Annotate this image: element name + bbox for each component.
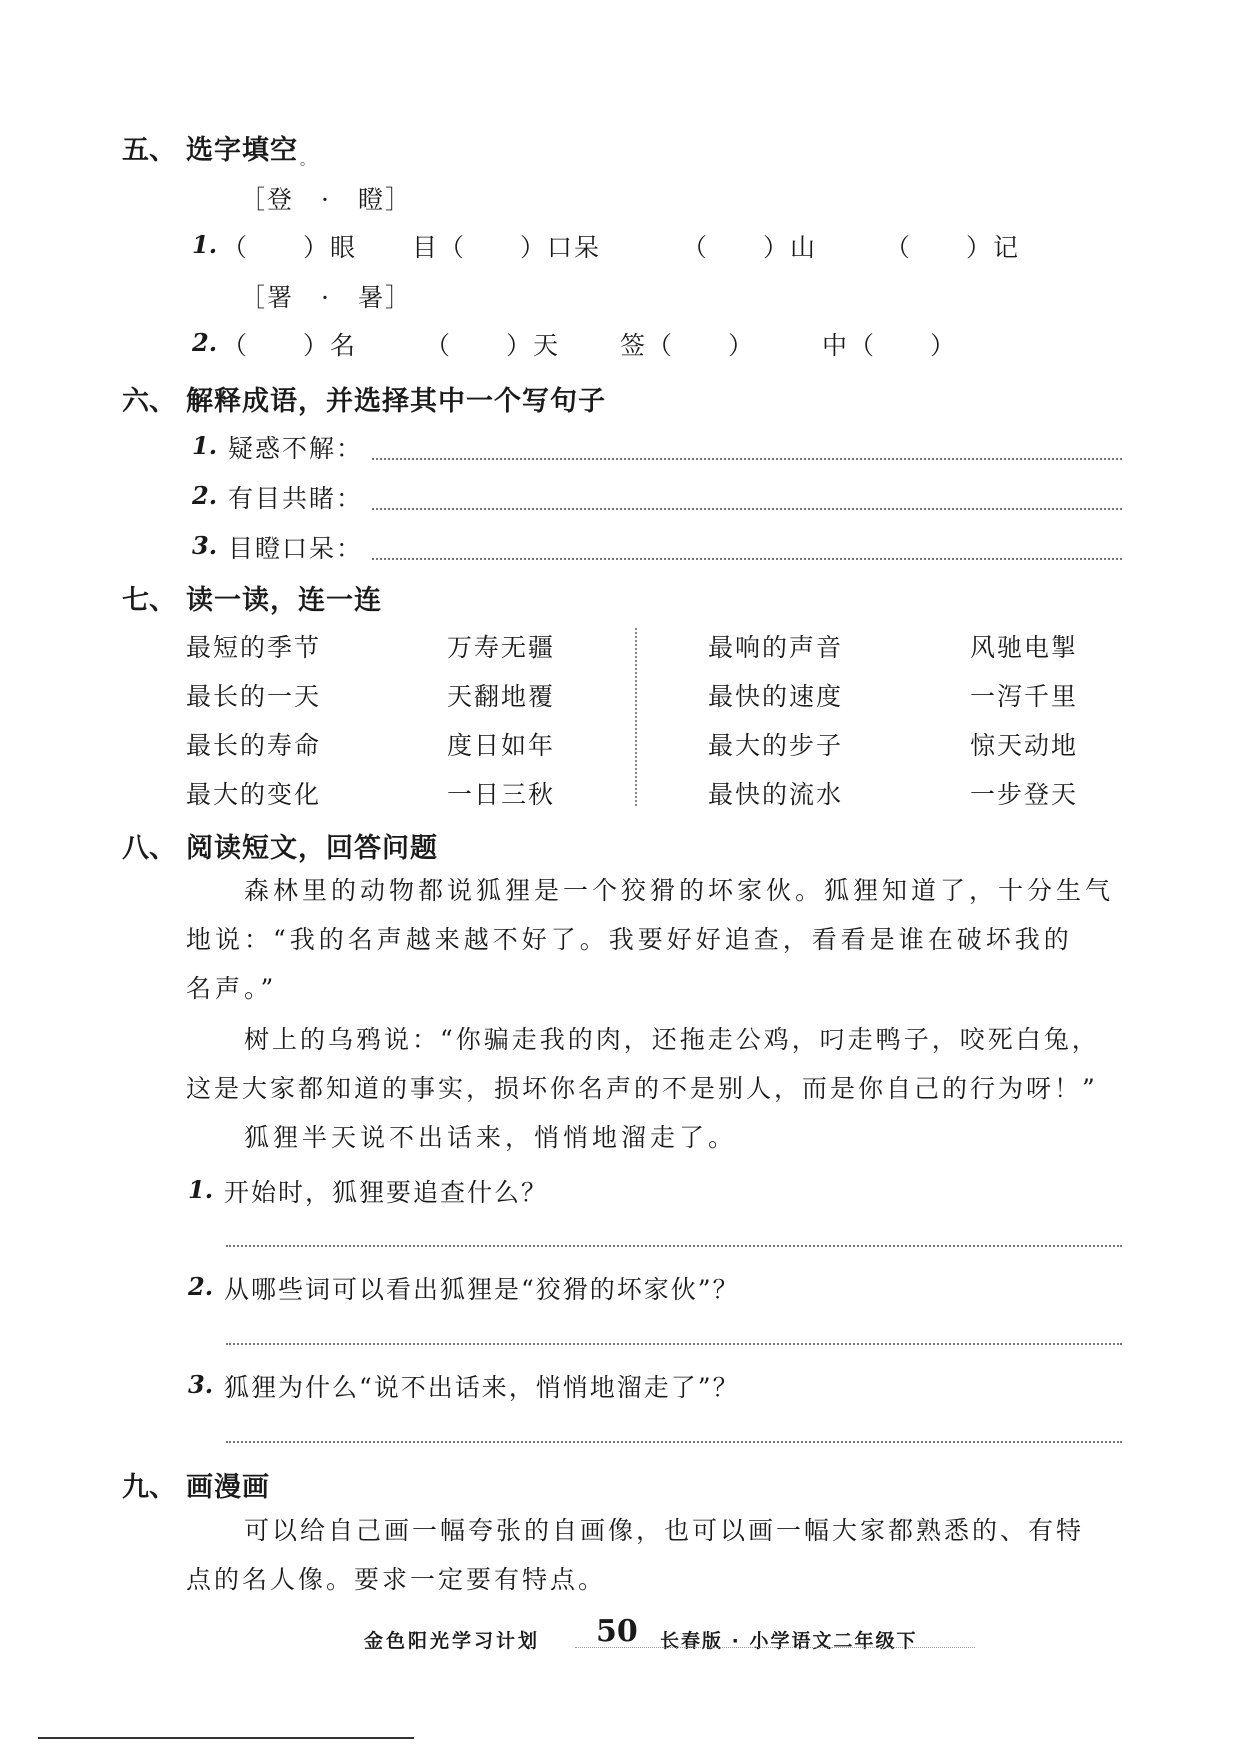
- section6-title: 解释成语，并选择其中一个写句子: [186, 386, 606, 417]
- answer-line[interactable]: [372, 458, 1122, 460]
- match-right-item: 一泻千里: [970, 682, 1079, 711]
- match-right-item: 风驰电掣: [970, 633, 1079, 662]
- match-right-item: 万寿无疆: [447, 633, 556, 662]
- section5-title: 选字填空: [186, 135, 298, 166]
- q8-2-text: 从哪些词可以看出狐狸是“狡猾的坏家伙”？: [224, 1275, 740, 1304]
- q8-2-number: 2.: [188, 1272, 214, 1301]
- match-left-item: 最长的一天: [186, 682, 322, 711]
- instruction-line: 可以给自己画一幅夸张的自画像，也可以画一幅大家都熟悉的、有特: [244, 1516, 1085, 1545]
- section7-title: 读一读，连一连: [186, 585, 382, 616]
- q5-1-item: （ ）记: [885, 233, 1021, 262]
- column-divider: [635, 628, 637, 806]
- q5-1-item: 目（ ）口呆: [412, 233, 602, 262]
- footer-series-title: 金色阳光学习计划: [364, 1630, 541, 1652]
- q5-2-item: 中（ ）: [822, 331, 958, 360]
- q8-3-text: 狐狸为什么“说不出话来，悄悄地溜走了”？: [224, 1373, 740, 1402]
- q6-2-number: 2.: [192, 481, 218, 510]
- passage-line: 名声。”: [186, 974, 278, 1003]
- match-right-item: 天翻地覆: [447, 682, 556, 711]
- q5-1-item: （ ）眼: [222, 233, 358, 262]
- match-right-item: 度日如年: [447, 731, 556, 760]
- answer-line[interactable]: [226, 1343, 1122, 1345]
- q6-3-number: 3.: [192, 531, 218, 560]
- section7-number: 七、: [122, 585, 176, 616]
- page-number: 50: [596, 1614, 638, 1649]
- q8-1-text: 开始时，狐狸要追查什么？: [224, 1178, 549, 1207]
- q5-2-item: （ ）名: [222, 331, 358, 360]
- q8-3-number: 3.: [188, 1370, 214, 1399]
- answer-line[interactable]: [372, 558, 1122, 560]
- section8-number: 八、: [122, 833, 176, 864]
- q6-2-label: 有目共睹：: [228, 484, 364, 513]
- q6-1-number: 1.: [192, 431, 218, 460]
- section9-title: 画漫画: [186, 1472, 270, 1503]
- passage-line: 狐狸半天说不出话来，悄悄地溜走了。: [244, 1123, 738, 1152]
- answer-line[interactable]: [226, 1245, 1122, 1247]
- q5-2-number: 2.: [192, 328, 218, 357]
- passage-line: 森林里的动物都说狐狸是一个狡猾的坏家伙。狐狸知道了，十分生气: [244, 876, 1115, 905]
- bottom-edge-line: [38, 1737, 414, 1739]
- match-left-item: 最快的流水: [708, 780, 844, 809]
- answer-line[interactable]: [226, 1441, 1122, 1443]
- passage-line: 地说：“我的名声越来越不好了。我要好好追查，看看是谁在破坏我的: [186, 925, 1073, 954]
- section5-number: 五、: [122, 135, 176, 166]
- section8-title: 阅读短文，回答问题: [186, 833, 438, 864]
- passage-line: 树上的乌鸦说：“你骗走我的肉，还拖走公鸡，叼走鸭子，咬死白兔，: [244, 1025, 1100, 1054]
- q5-1-item: （ ）山: [682, 233, 818, 262]
- q6-1-label: 疑惑不解：: [228, 434, 364, 463]
- match-right-item: 一步登天: [970, 780, 1079, 809]
- q5-2-item: 签（ ）: [620, 331, 756, 360]
- passage-line: 这是大家都知道的事实，损坏你名声的不是别人，而是你自己的行为呀！”: [186, 1074, 1098, 1103]
- match-left-item: 最短的季节: [186, 633, 322, 662]
- footer-edition: 长春版 · 小学语文二年级下: [660, 1630, 918, 1652]
- q6-3-label: 目瞪口呆：: [228, 534, 364, 563]
- match-left-item: 最大的步子: [708, 731, 844, 760]
- match-left-item: 最长的寿命: [186, 731, 322, 760]
- q5-1-number: 1.: [192, 230, 218, 259]
- section6-number: 六、: [122, 386, 176, 417]
- match-right-item: 惊天动地: [970, 731, 1079, 760]
- section9-number: 九、: [122, 1472, 176, 1503]
- instruction-line: 点的名人像。要求一定要有特点。: [186, 1565, 607, 1594]
- section5-group2: ［署 · 暑］: [240, 283, 412, 312]
- answer-line[interactable]: [372, 508, 1122, 510]
- q5-2-item: （ ）天: [425, 331, 561, 360]
- q8-1-number: 1.: [188, 1175, 214, 1204]
- match-left-item: 最响的声音: [708, 633, 844, 662]
- period-mark: 。: [300, 153, 314, 169]
- match-left-item: 最大的变化: [186, 780, 322, 809]
- section5-group1: ［登 · 瞪］: [240, 185, 412, 214]
- match-right-item: 一日三秋: [447, 780, 556, 809]
- footer-rule: [575, 1647, 975, 1648]
- match-left-item: 最快的速度: [708, 682, 844, 711]
